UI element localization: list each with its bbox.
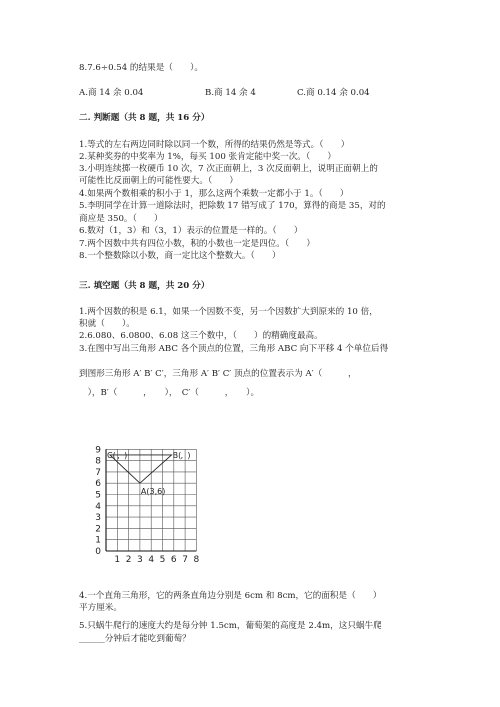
judge-line: 8.一个整数除以小数，商一定比这个整数大。（ ） [79,251,281,261]
question-8: 8.7.6÷0.54 的结果是（ ）。 [79,63,203,73]
vertex-c-comma: , [117,450,120,460]
triangle-abc [107,451,190,496]
vertex-b-close: ) [187,450,191,460]
fill-line: 平方厘米。 [79,603,122,613]
x-tick-label: 8 [193,555,200,565]
section-heading-judge: 二. 判断题（共 8 题，共 16 分） [79,113,210,123]
judge-line: 商应是 350。（ ） [79,214,163,224]
fill-line: 3.在图中写出三角形 ABC 各个顶点的位置，三角形 ABC 向下平移 4 个单位后得 [79,344,389,354]
vertex-b-comma: , [180,450,184,460]
option-c: C.商 0.14 余 0.04 [297,88,370,98]
fill-line: ），B′（ ， ）， C′（ ， ）。 [79,388,260,398]
judge-line: 可能性比反面朝上的可能性要大。（ ） [79,176,238,186]
x-tick-label: 7 [182,555,188,565]
x-tick-label: 6 [170,555,177,565]
y-tick-label: 9 [95,445,101,456]
fill-line: 2.6.080、6.0800、6.08 这三个数中，（ ）的精确度最高。 [79,331,323,341]
coordinate-grid [88,412,213,567]
y-tick-label: 6 [95,479,101,490]
y-tick-label: 8 [95,456,101,467]
x-tick-label: 4 [148,555,155,565]
vertex-a-label: A(3,6) [140,487,166,497]
fill-line: 4.一个直角三角形，它的两条直角边分别是 6cm 和 8cm，它的面积是（ ） [79,591,382,601]
coordinate-grid-figure [88,412,213,570]
section-heading-fill: 三. 填空题（共 8 题，共 20 分） [79,281,210,291]
fill-line: ______分钟后才能吃到葡萄？ [79,634,191,644]
vertex-b-label: B( [172,450,182,460]
x-tick-label: 1 [114,555,121,565]
vertex-c-close: ) [124,450,128,460]
judge-line: 3.小明连续掷一枚硬币 10 次，7 次正面朝上，3 次反面朝上，说明正面朝上的 [79,164,378,174]
vertex-c-label: C( [107,450,116,460]
tick-labels [95,445,199,565]
judge-line: 4.如果两个数相乘的积小于 1，那么这两个乘数一定都小于 1。（ ） [79,189,349,199]
judge-line: 1.等式的左右两边同时除以同一个数，所得的结果仍然是等式。（ ） [79,140,350,150]
fill-line: 到图形三角形 A′ B′ C′，三角形 A′ B′ C′ 顶点的位置表示为 A′（ ， [79,369,357,379]
x-tick-label: 3 [137,555,143,565]
fill-line: 积就（ ）。 [79,319,135,329]
y-tick-label: 3 [95,513,101,524]
y-tick-label: 2 [95,524,101,535]
judge-line: 6.数对（1，3）和（3，1）表示的位置是一样的。（ ） [79,226,303,236]
fill-line: 5.只蜗牛爬行的速度大约是每分钟 1.5cm，葡萄架的高度是 2.4m，这只蜗牛爬 [79,621,382,631]
judge-line: 2.某种奖券的中奖率为 1%，每买 100 张肯定能中奖一次。（ ） [79,152,336,162]
y-tick-label: 0 [95,547,101,557]
y-tick-label: 4 [95,501,101,512]
y-tick-label: 7 [95,467,101,478]
y-tick-label: 1 [95,535,101,546]
judge-line: 7.两个因数中共有四位小数，积的小数也一定是四位。（ ） [79,239,315,249]
fill-line: 1.两个因数的积是 6.1，如果一个因数不变，另一个因数扩大到原来的 10 倍， [79,307,378,317]
option-b: B.商 14 余 4 [205,88,256,98]
option-a: A.商 14 余 0.04 [79,88,144,98]
y-tick-label: 5 [95,490,101,501]
judge-line: 5.李明同学在计算一道除法时，把除数 17 错写成了 170，算得的商是 35，对的 [79,201,386,211]
x-tick-label: 2 [125,555,132,565]
x-tick-label: 5 [159,555,166,565]
